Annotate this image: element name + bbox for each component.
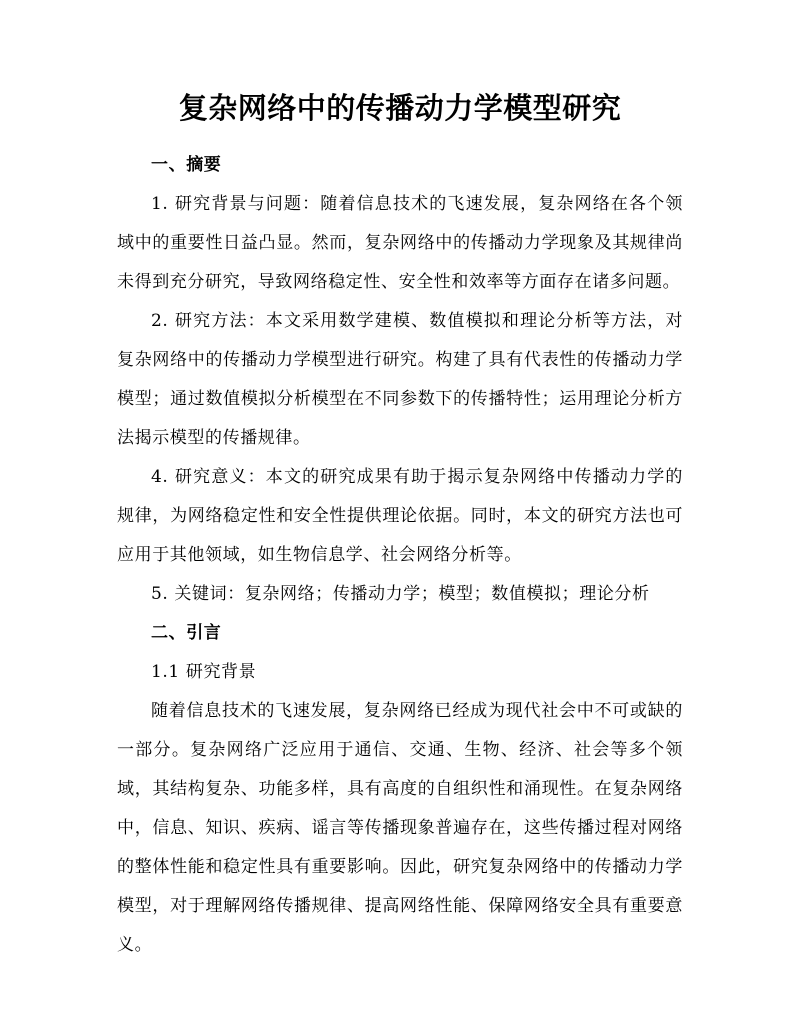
document-body bbox=[117, 146, 683, 965]
document-title: 复杂网络中的传播动力学模型研究 bbox=[178, 91, 622, 125]
abstract-item-significance: 4. 研究意义：本文的研究成果有助于揭示复杂网络中传播动力学的规律，为网络稳定性和安全性提供理论依据。同时，本文的研究方法也可应用于其他领域，如生物信息学、社会网络分析等。 bbox=[117, 467, 683, 565]
abstract-item-background: 1. 研究背景与问题：随着信息技术的飞速发展，复杂网络在各个领域中的重要性日益凸显。然而，复杂网络中的传播动力学现象及其规律尚未得到充分研究，导致网络稳定性、安全性和效率等方面存在诸多问题。 bbox=[117, 194, 683, 292]
intro-subheading: 1.1 研究背景 bbox=[151, 662, 257, 682]
intro-heading: 二、引言 bbox=[151, 623, 222, 643]
abstract-item-keywords: 5. 关键词：复杂网络；传播动力学；模型；数值模拟；理论分析 bbox=[151, 584, 650, 604]
intro-paragraph: 随着信息技术的飞速发展，复杂网络已经成为现代社会中不可或缺的一部分。复杂网络广泛应用于通信、交通、生物、经济、社会等多个领域，其结构复杂、功能多样，具有高度的自组织性和涌现性。在复杂网络中，信息、知识、疾病、谣言等传播现象普遍存在，这些传播过程对网络的整体性能和稳定性具有重要影响。因此，研究复杂网络中的传播动力学模型，对于理解网络传播规律、提高网络性能、保障网络安全具有重要意义。 bbox=[117, 701, 683, 955]
abstract-item-methods: 2. 研究方法：本文采用数学建模、数值模拟和理论分析等方法，对复杂网络中的传播动力学模型进行研究。构建了具有代表性的传播动力学模型；通过数值模拟分析模型在不同参数下的传播特性；运用理论分析方法揭示模型的传播规律。 bbox=[117, 311, 683, 448]
abstract-heading: 一、摘要 bbox=[151, 155, 222, 175]
